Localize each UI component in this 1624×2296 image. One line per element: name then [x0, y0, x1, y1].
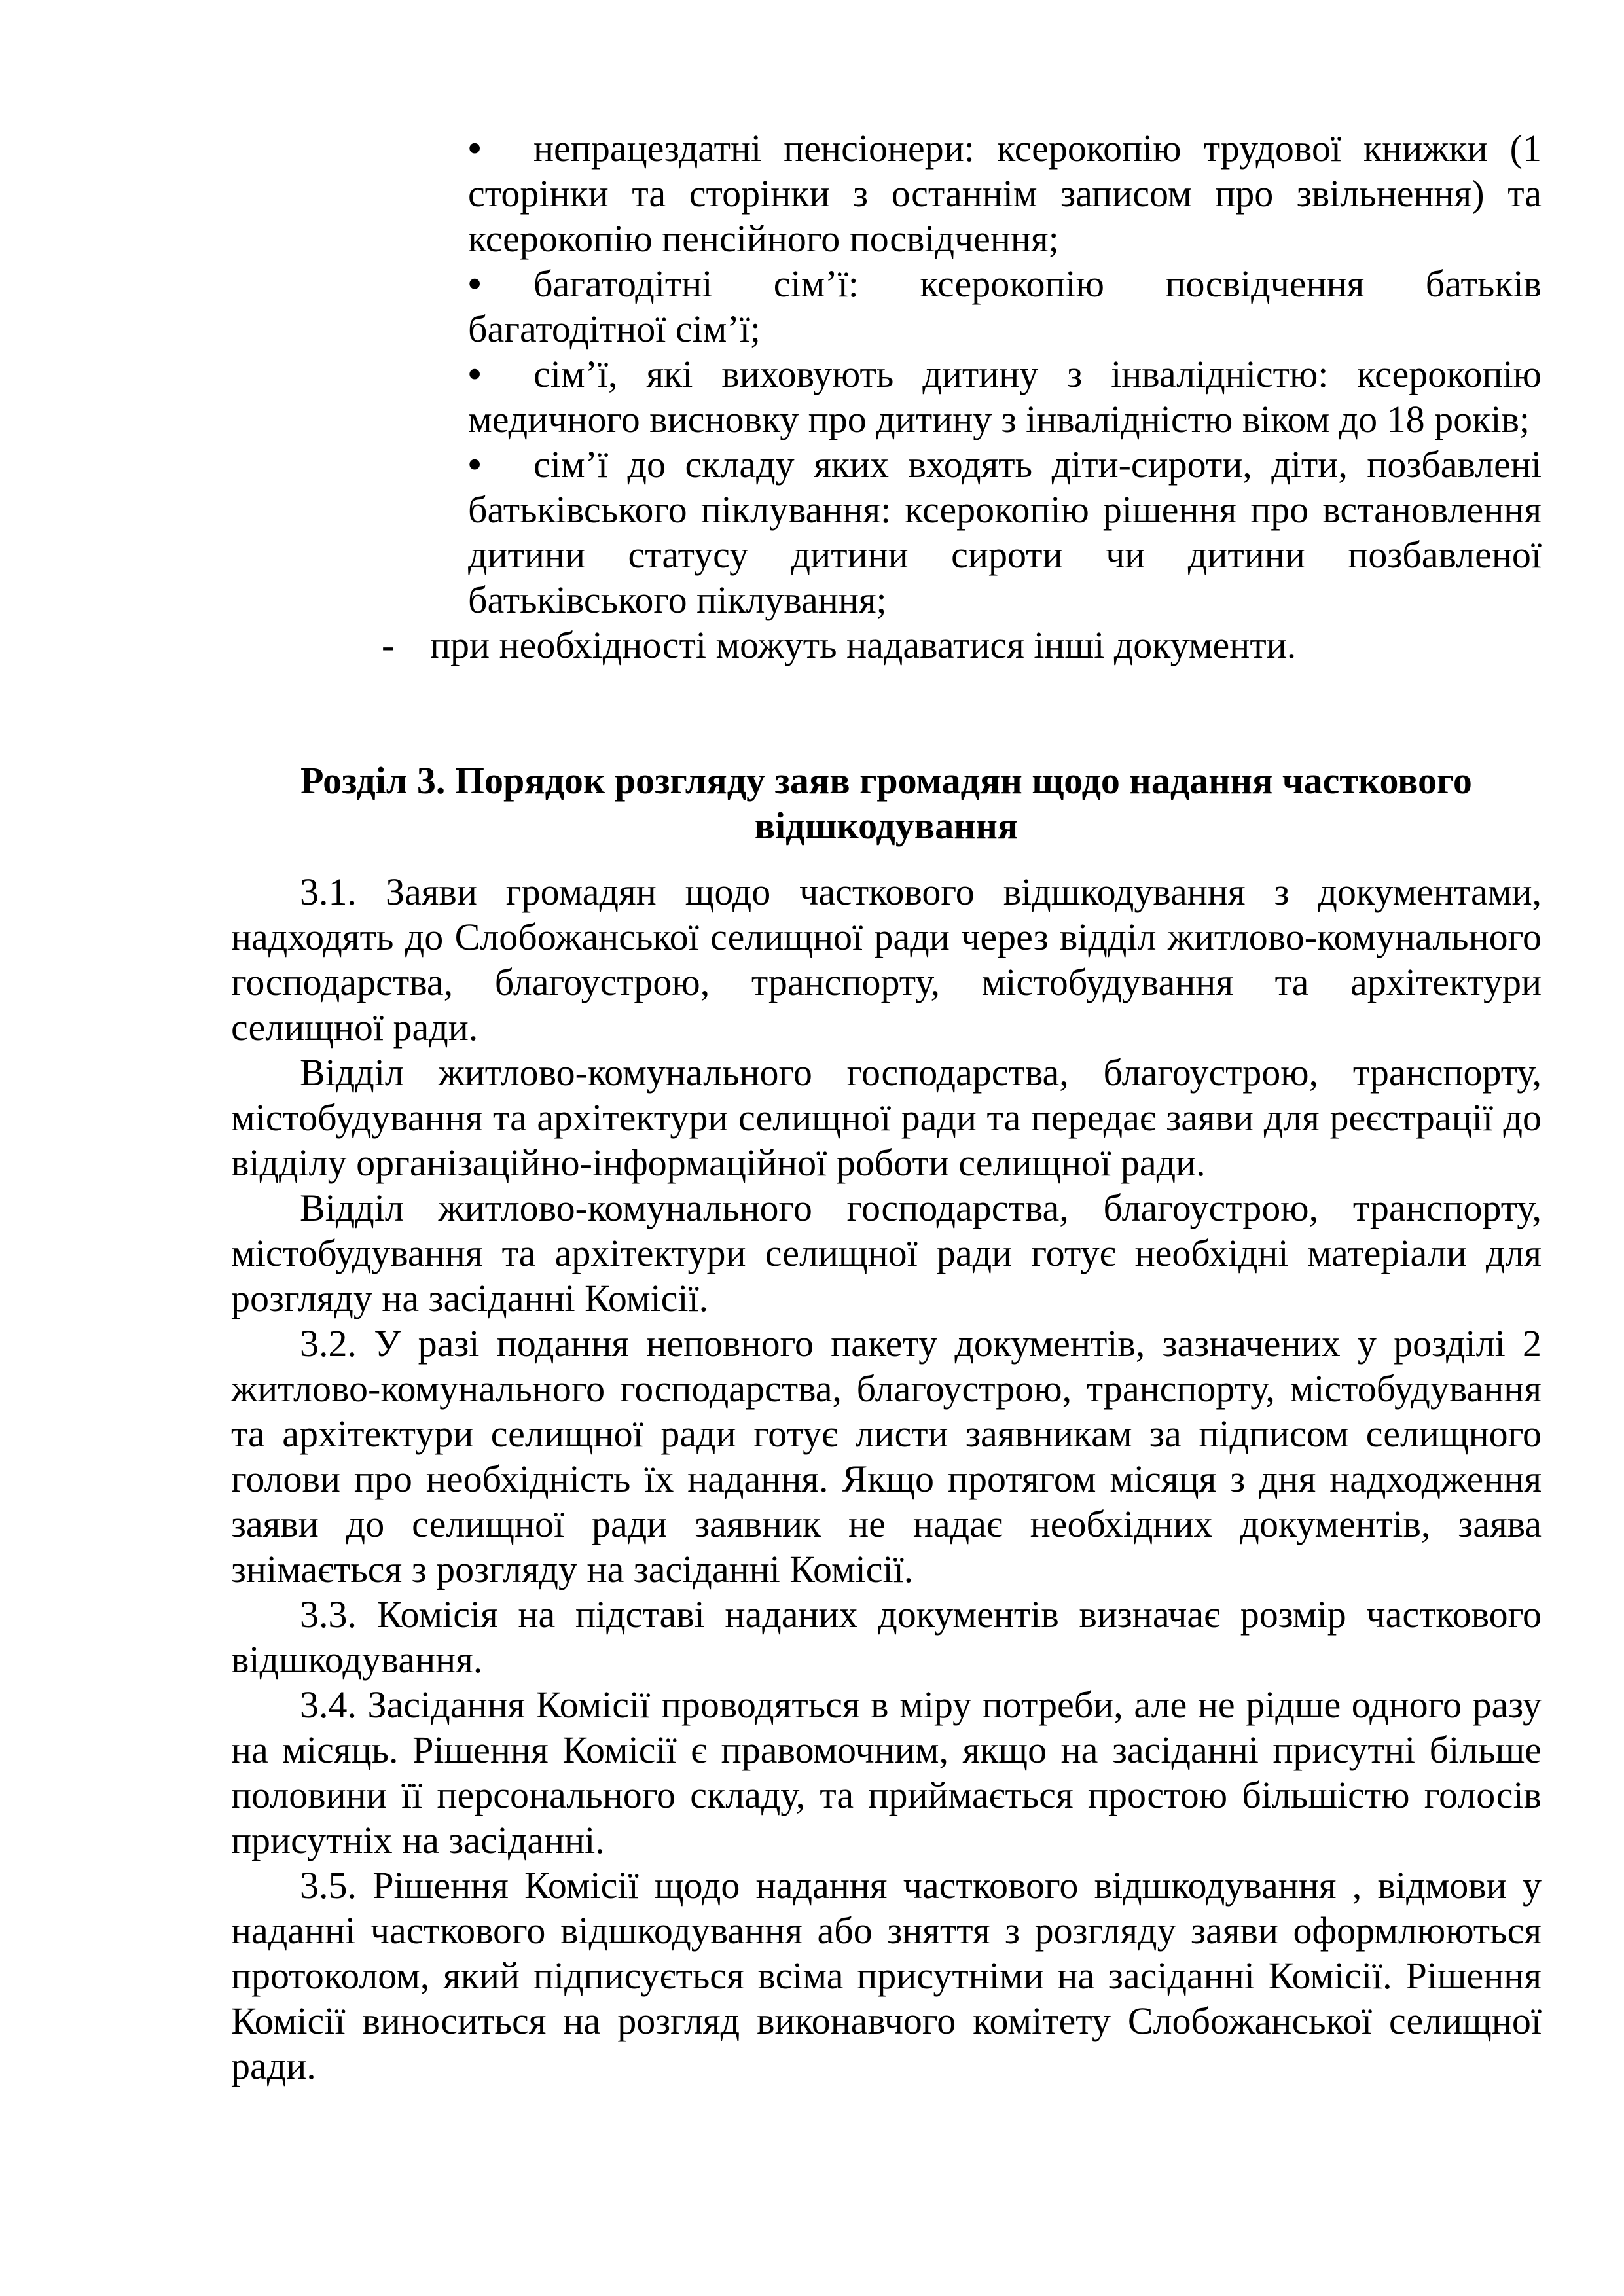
paragraph: 3.3. Комісія на підставі наданих документів визначає розмір часткового відшкодування. [231, 1593, 1542, 1681]
dash-item-text: при необхідності можуть надаватися інші документи. [430, 624, 1297, 666]
paragraph: Відділ житлово-комунального господарства, благоустрою, транспорту, містобудування та архітектури селищної ради готує необхідні матеріали для розгляду на засіданні Комісії. [231, 1187, 1542, 1319]
paragraph: Відділ житлово-комунального господарства, благоустрою, транспорту, містобудування та архітектури селищної ради та передає заяви для реєстрації до відділу організаційно-інформаційної роботи селищної ради. [231, 1051, 1542, 1184]
paragraph: 3.2. У разі подання неповного пакету документів, зазначених у розділі 2 житлово-комунального господарства, благоустрою, транспорту, містобудування та архітектури селищної ради готує листи заявникам за підписом селищного голови про необхідність їх надання. Якщо протягом місяця з дня надходження заяви до селищної ради заявник не надає необхідних документів, заява знімається з розгляду на засіданні Комісії. [231, 1322, 1542, 1590]
bullet-icon: • [468, 127, 482, 170]
paragraph: 3.1. Заяви громадян щодо часткового відшкодування з документами, надходять до Слобожанської селищної ради через відділ житлово-комунального господарства, благоустрою, транспорту, містобудування та архітектури селищної ради. [231, 870, 1542, 1049]
list-item [468, 261, 1542, 351]
bullet-icon: • [468, 262, 482, 305]
bullet-icon: • [468, 353, 482, 395]
list-item-text: сім’ї, які виховують дитину з інвалідністю: ксерокопію медичного висновку про дитину з інвалідністю віком до 18 років; [468, 353, 1542, 440]
list-item [468, 351, 1542, 442]
paragraph: 3.5. Рішення Комісії щодо надання часткового відшкодування , відмови у наданні часткового відшкодування або зняття з розгляду заяви оформлюються протоколом, який підписується всіма присутніми на засіданні Комісії. Рішення Комісії виноситься на розгляд виконавчого комітету Слобожанської селищної ради. [231, 1864, 1542, 2087]
bullet-icon: • [468, 443, 482, 486]
list-item [468, 126, 1542, 261]
list-item-text: сім’ї до складу яких входять діти-сироти, діти, позбавлені батьківського піклування: ксерокопію рішення про встановлення дитини статусу дитини сироти чи дитини позбавленої батьківського піклування; [468, 443, 1542, 621]
list-item-text: багатодітні сім’ї: ксерокопію посвідчення батьків багатодітної сім’ї; [468, 262, 1542, 350]
paragraph: 3.4. Засідання Комісії проводяться в міру потреби, але не рідше одного разу на місяць. Рішення Комісії є правомочним, якщо на засіданні присутні більше половини її персонального складу, та приймається простою більшістю голосів присутніх на засіданні. [231, 1683, 1542, 1861]
dash-list-item [382, 622, 1542, 668]
bullet-list [468, 126, 1542, 622]
list-item-text: непрацездатні пенсіонери: ксерокопію трудової книжки (1 сторінки та сторінки з останнім записом про звільнення) та ксерокопію пенсійного посвідчення; [468, 127, 1542, 260]
dash-icon: - [382, 624, 395, 666]
section-heading: Розділ 3. Порядок розгляду заяв громадян щодо надання часткового відшкодування [300, 759, 1472, 847]
list-item [468, 442, 1542, 622]
